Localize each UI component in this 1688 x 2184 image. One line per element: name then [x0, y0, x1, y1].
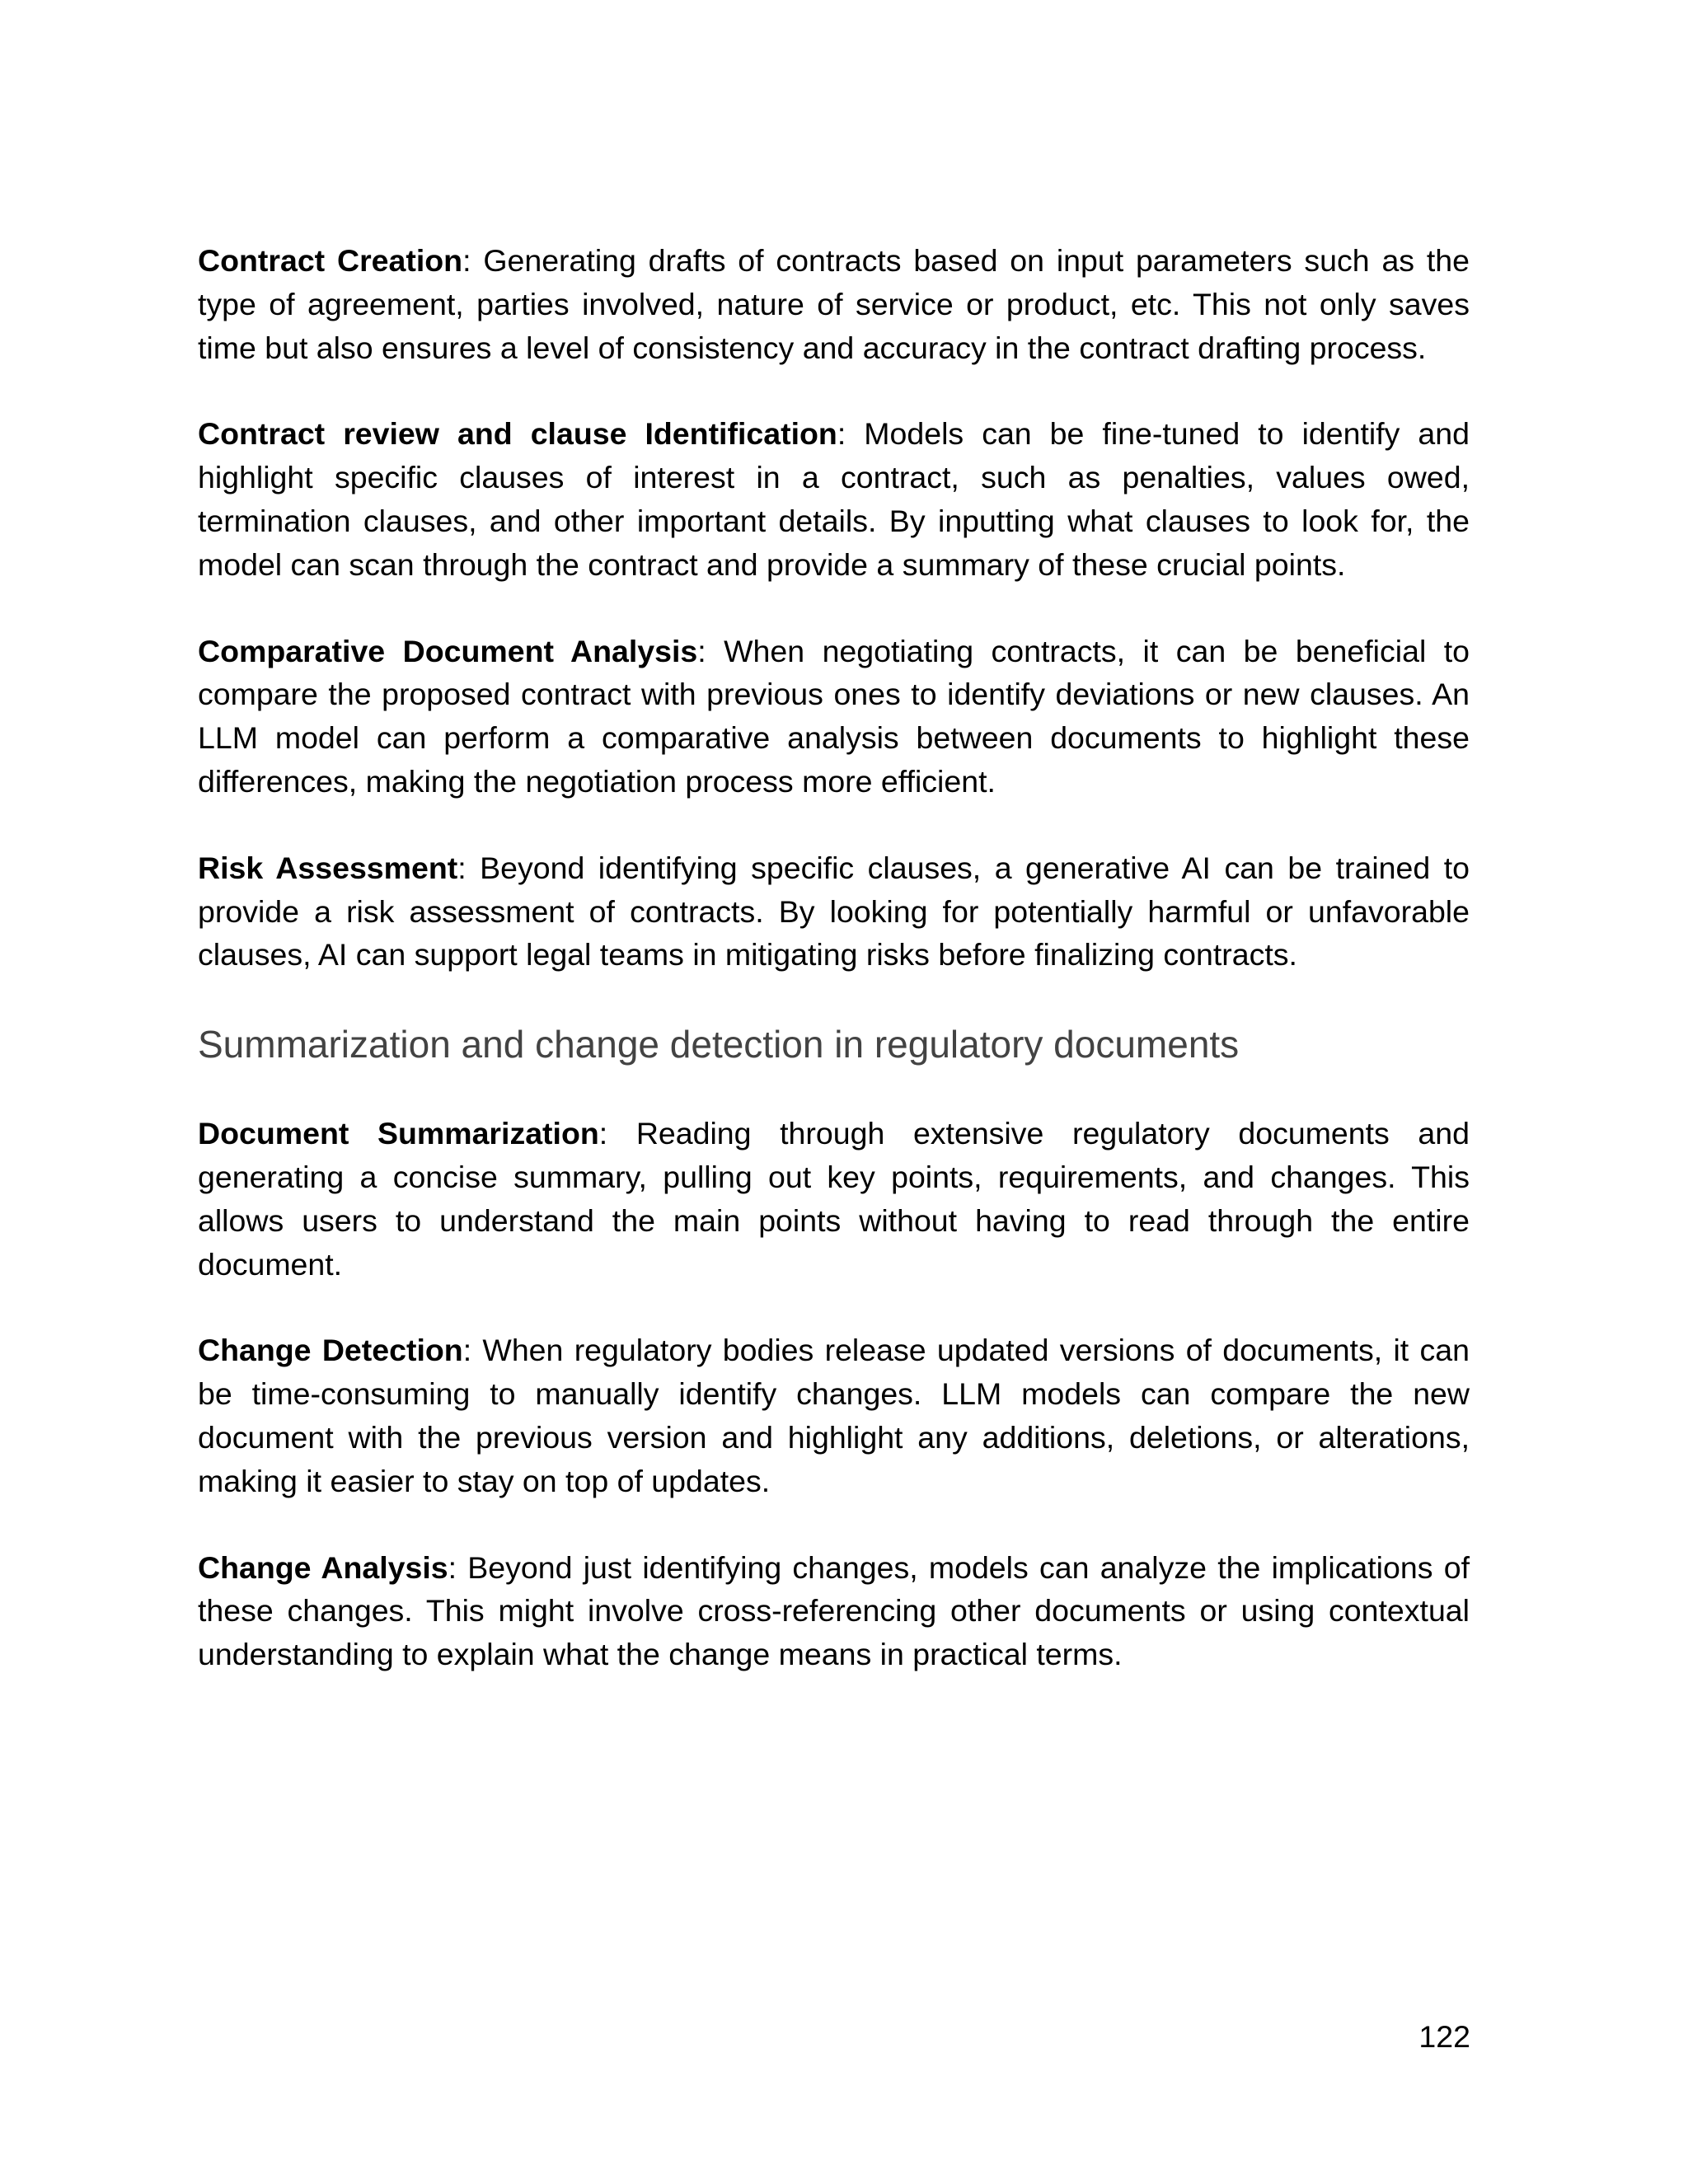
term-risk-assessment: Risk Assessment	[198, 850, 458, 885]
term-contract-creation: Contract Creation	[198, 243, 463, 278]
page-number: 122	[1418, 2019, 1470, 2054]
description-document-summarization: : Reading through extensive regulatory documents and generating a concise summary, pulling out key points, requirements, and changes. This allows users to understand the main points without having to read through the entire document.	[198, 1116, 1470, 1282]
term-document-summarization: Document Summarization	[198, 1116, 599, 1151]
description-risk-assessment: : Beyond identifying specific clauses, a generative AI can be trained to provide a risk assessment of contracts. By looking for potentially harmful or unfavorable clauses, AI can support legal teams in mitigating risks before finalizing contracts.	[198, 850, 1470, 972]
paragraph-change-analysis	[198, 1546, 1470, 1676]
description-change-analysis: : Beyond just identifying changes, models can analyze the implications of these changes. This might involve cross-referencing other documents or using contextual understanding to explain what the change means in practical terms.	[198, 1549, 1470, 1672]
term-contract-review: Contract review and clause Identification	[198, 416, 837, 452]
description-contract-creation: : Generating drafts of contracts based on input parameters such as the type of agreement, parties involved, nature of service or product, etc. This not only saves time but also ensures a level of consistency and accuracy in the contract drafting process.	[198, 243, 1470, 365]
paragraph-change-detection	[198, 1329, 1470, 1502]
description-contract-review: : Models can be fine-tuned to identify and highlight specific clauses of interest in a contract, such as penalties, values owed, termination clauses, and other important details. By inputting what clauses to look for, the model can scan through the contract and provide a summary of these crucial points.	[198, 416, 1470, 582]
paragraph-risk-assessment	[198, 846, 1470, 977]
term-change-analysis: Change Analysis	[198, 1549, 448, 1585]
term-comparative-analysis: Comparative Document Analysis	[198, 633, 698, 668]
description-comparative-analysis: : When negotiating contracts, it can be beneficial to compare the proposed contract with previous ones to identify deviations or new clauses. An LLM model can perform a comparative analysis between documents to highlight these differences, making the negotiation process more efficient.	[198, 633, 1470, 799]
paragraph-contract-review	[198, 412, 1470, 586]
term-change-detection: Change Detection	[198, 1333, 463, 1368]
paragraph-comparative-analysis	[198, 630, 1470, 804]
paragraph-contract-creation	[198, 239, 1470, 369]
section-heading: Summarization and change detection in regulatory documents	[198, 1023, 1240, 1066]
description-change-detection: : When regulatory bodies release updated versions of documents, it can be time-consuming to manually identify changes. LLM models can compare the new document with the previous version and highlight any additions, deletions, or alterations, making it easier to stay on top of updates.	[198, 1333, 1470, 1498]
page-content	[198, 239, 1470, 1719]
paragraph-document-summarization	[198, 1112, 1470, 1286]
